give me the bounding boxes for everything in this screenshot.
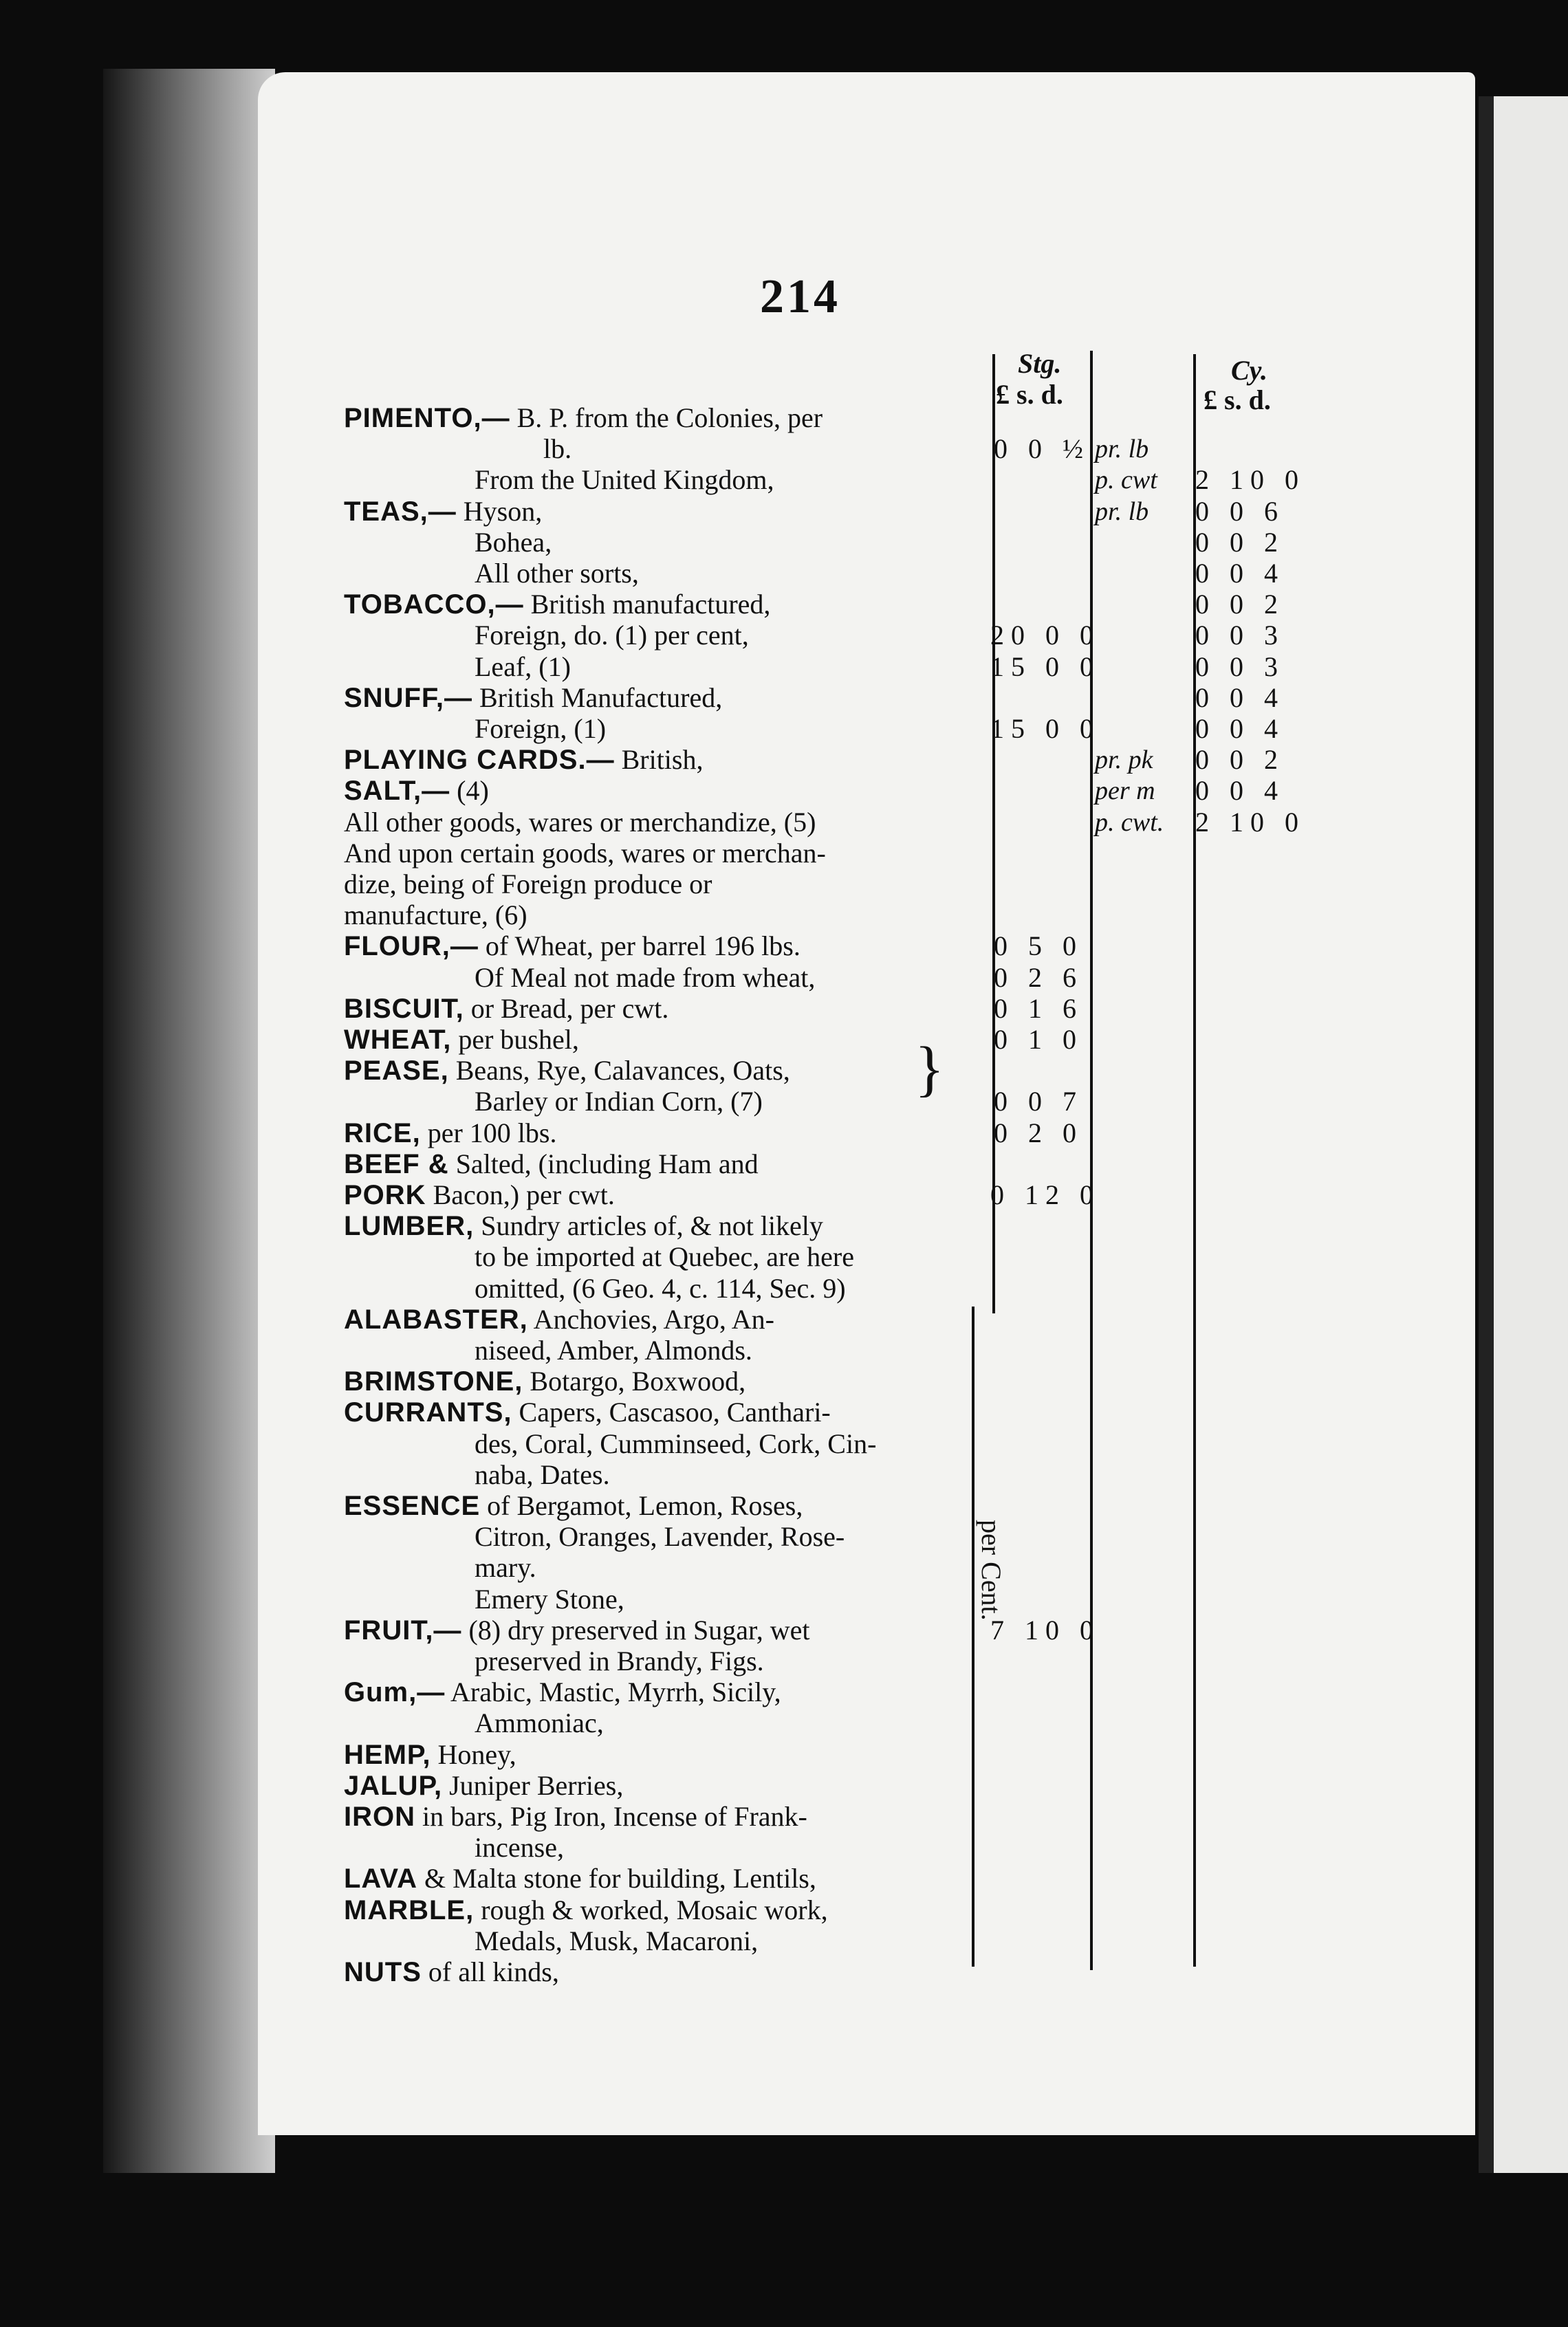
tariff-line [344,1490,983,1522]
sterling-duty: 0 0 ½ [994,433,1090,464]
sterling-duty: 0 2 6 [994,962,1083,993]
article-description: British Manufactured, [479,682,723,713]
article-description: Foreign, do. (1) per cent, [475,620,749,651]
article-description: Beans, Rye, Calavances, Oats, [455,1055,790,1086]
currency-duty: 0 0 4 [1195,682,1285,713]
currency-duty: 2 10 0 [1195,807,1305,838]
article-name: Gum,— [344,1677,446,1707]
tariff-line [344,1055,983,1086]
tariff-line [475,1428,1114,1460]
article-name: IRON [344,1802,415,1832]
article-description: From the United Kingdom, [475,464,774,495]
tariff-line [344,1801,983,1833]
article-description: rough & worked, Mosaic work, [481,1894,828,1925]
tariff-line [344,1148,983,1180]
brace-pease: } [915,1035,945,1103]
article-description: Barley or Indian Corn, (7) [475,1086,763,1117]
article-description: of Bergamot, Lemon, Roses, [487,1490,803,1521]
currency-duty: 0 0 2 [1195,527,1285,558]
tariff-line [344,807,983,838]
article-description: Foreign, (1) [475,713,607,744]
sterling-duty: 0 2 0 [994,1117,1083,1148]
article-description: British manufactured, [530,589,771,620]
article-description: Bohea, [475,527,552,558]
article-name: JALUP, [344,1771,443,1801]
article-description: of Wheat, per barrel 196 lbs. [485,930,801,961]
currency-duty: 0 0 4 [1195,775,1285,806]
facing-page-edge [1479,96,1568,2173]
tariff-line [344,1894,983,1926]
article-description: omitted, (6 Geo. 4, c. 114, Sec. 9) [475,1273,846,1304]
tariff-line [475,464,1114,496]
tariff-line [344,1117,983,1149]
article-description: Salted, (including Ham and [455,1148,759,1179]
article-name: HEMP, [344,1740,431,1770]
article-name: CURRANTS, [344,1397,512,1428]
tariff-line [344,1304,983,1335]
article-name: BISCUIT, [344,994,464,1024]
tariff-line [475,1707,1114,1739]
tariff-line [344,1179,983,1211]
article-description: niseed, Amber, Almonds. [475,1335,752,1366]
article-description: Sundry articles of, & not likely [481,1210,823,1241]
article-description: des, Coral, Cumminseed, Cork, Cin- [475,1428,877,1459]
article-description: & Malta stone for building, Lentils, [424,1863,816,1894]
article-description: (8) dry preserved in Sugar, wet [468,1615,810,1646]
tariff-line [475,1584,1114,1615]
article-name: FRUIT,— [344,1615,462,1646]
article-name: TEAS,— [344,496,457,527]
article-description: to be imported at Quebec, are here [475,1241,854,1272]
tariff-line [475,1521,1114,1553]
tariff-line [344,682,983,714]
tariff-line [475,1925,1114,1957]
tariff-line [475,1459,1114,1491]
tariff-line [344,402,983,434]
article-name: BEEF & [344,1149,449,1179]
article-description: per 100 lbs. [427,1117,557,1148]
duty-unit: p. cwt [1095,466,1157,494]
article-description: manufacture, (6) [344,899,527,930]
article-description: per bushel, [458,1024,579,1055]
tariff-line [344,930,983,962]
currency-duty: 0 0 4 [1195,713,1285,744]
tariff-line [344,899,983,931]
tariff-line [344,838,983,869]
article-name: ALABASTER, [344,1304,528,1335]
tariff-line [344,744,983,776]
sterling-duty: 7 10 0 [990,1615,1100,1646]
page-number: 214 [760,270,840,323]
article-description: Of Meal not made from wheat, [475,962,816,993]
currency-duty: 0 0 3 [1195,620,1285,651]
article-name: TOBACCO,— [344,589,524,620]
tariff-line [475,1335,1114,1366]
currency-duty: 0 0 2 [1195,589,1285,620]
tariff-line [344,868,983,900]
article-name: PEASE, [344,1056,449,1086]
sterling-duty: 0 1 6 [994,993,1083,1024]
per-cent-side-note: per Cent. [976,1520,1007,1621]
article-name: PORK [344,1180,426,1210]
currency-duty: 0 0 3 [1195,651,1285,682]
article-description: Medals, Musk, Macaroni, [475,1925,759,1956]
article-description: in bars, Pig Iron, Incense of Frank- [422,1801,807,1832]
tariff-line [344,496,983,527]
tariff-line [344,589,983,620]
article-description: of all kinds, [428,1956,559,1987]
tariff-line [344,1210,983,1242]
tariff-line [344,993,983,1025]
article-name: SNUFF,— [344,683,472,713]
article-description: British, [621,744,704,775]
sterling-duty: 0 5 0 [994,930,1083,961]
tariff-line [475,527,1114,558]
article-description: dize, being of Foreign produce or [344,868,712,899]
article-name: LAVA [344,1864,417,1894]
duty-unit: per m [1095,776,1155,805]
currency-duty: 0 0 4 [1195,558,1285,589]
sterling-duty: 0 1 0 [994,1024,1083,1055]
article-name: NUTS [344,1957,422,1987]
tariff-line [344,1024,983,1056]
tariff-line [344,1863,983,1894]
article-name: PIMENTO,— [344,403,510,433]
article-name: BRIMSTONE, [344,1366,523,1397]
article-description: preserved in Brandy, Figs. [475,1646,764,1676]
currency-duty: 0 0 2 [1195,744,1285,775]
article-name: ESSENCE [344,1491,481,1521]
article-description: lb. [543,433,572,464]
currency-header: Cy. [1231,355,1267,386]
article-description: Hyson, [463,496,543,527]
tariff-line [475,1832,1114,1864]
article-description: Arabic, Mastic, Myrrh, Sicily, [450,1676,781,1707]
sterling-duty: 0 12 0 [990,1179,1100,1210]
article-name: LUMBER, [344,1211,475,1241]
article-name: RICE, [344,1118,421,1148]
tariff-line [344,1956,983,1988]
article-description: incense, [475,1832,564,1863]
article-description: Juniper Berries, [449,1770,624,1801]
tariff-line [475,1552,1114,1584]
article-description: Botargo, Boxwood, [530,1366,746,1397]
tariff-line [344,775,983,807]
tariff-line [344,1676,983,1708]
duty-unit: pr. pk [1095,745,1153,774]
article-name: SALT,— [344,776,450,806]
article-description: mary. [475,1552,536,1583]
tariff-line [344,1397,983,1428]
article-name: WHEAT, [344,1025,452,1055]
article-description: Ammoniac, [475,1707,604,1738]
duty-unit: pr. lb [1095,497,1149,526]
article-description: (4) [457,775,489,806]
sterling-duty: 20 0 0 [990,620,1100,651]
tariff-line [344,1739,983,1771]
article-description: Citron, Oranges, Lavender, Rose- [475,1521,845,1552]
tariff-line [475,1646,1114,1677]
duty-unit: pr. lb [1095,435,1149,463]
sterling-duty: 15 0 0 [990,713,1100,744]
article-name: FLOUR,— [344,931,479,961]
sterling-header: Stg. [1018,348,1062,379]
article-description: Honey, [437,1739,516,1770]
article-description: Leaf, (1) [475,651,571,682]
article-description: All other goods, wares or merchandize, (5) [344,807,816,838]
article-description: Emery Stone, [475,1584,624,1615]
tariff-line [344,1770,983,1802]
article-description: Anchovies, Argo, An- [533,1304,774,1335]
article-description: or Bread, per cwt. [470,993,669,1024]
sterling-duty: 15 0 0 [990,651,1100,682]
article-description: B. P. from the Colonies, per [516,402,823,433]
duty-unit: p. cwt. [1095,808,1164,837]
sterling-columns: £ s. d. [996,379,1063,410]
sterling-duty: 0 0 7 [994,1086,1083,1117]
article-description: Bacon,) per cwt. [433,1179,615,1210]
article-description: Capers, Cascasoo, Canthari- [519,1397,831,1428]
tariff-line [475,1241,1114,1273]
tariff-line [344,1615,983,1646]
article-name: PLAYING CARDS.— [344,745,615,775]
column-rule-sterling-left [992,354,995,1313]
tariff-line [475,1273,1114,1304]
article-description: All other sorts, [475,558,639,589]
article-name: MARBLE, [344,1895,475,1925]
currency-duty: 2 10 0 [1195,464,1305,495]
tariff-line [344,1366,983,1397]
book-spine-edge [103,69,275,2173]
tariff-line [475,558,1114,589]
currency-columns: £ s. d. [1204,384,1271,415]
currency-duty: 0 0 6 [1195,496,1285,527]
article-description: naba, Dates. [475,1459,610,1490]
article-description: And upon certain goods, wares or merchan- [344,838,826,868]
